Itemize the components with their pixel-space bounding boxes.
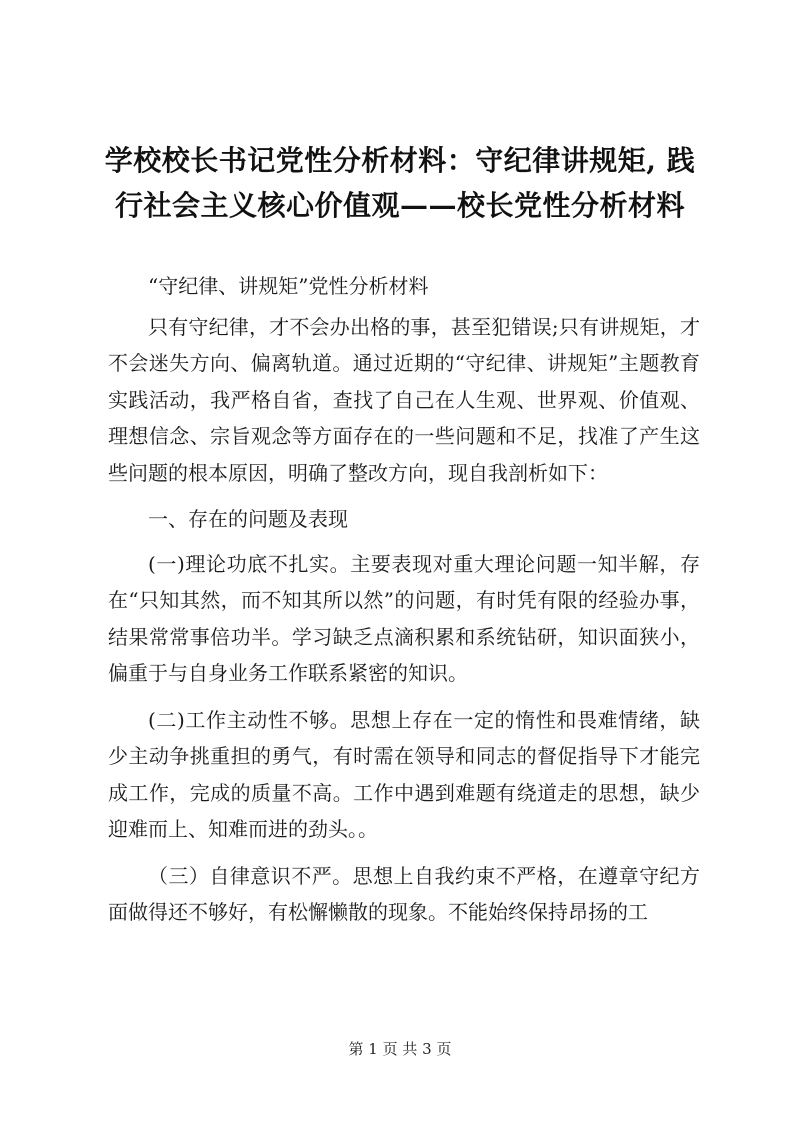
intro-paragraph: 只有守纪律，才不会办出格的事，甚至犯错误;只有讲规矩，才不会迷失方向、偏离轨道。通过近期的“守纪律、讲规矩”主题教育实践活动，我严格自省，查找了自己在人生观、世界观、价值观、理想信念、宗旨观念等方面存在的一些问题和不足，找准了产生这些问题的根本原因，明确了整改方向，现自我剖析如下： (108, 314, 700, 485)
document-subtitle: “守纪律、讲规矩”党性分析材料 (148, 274, 429, 298)
section-heading: 一、存在的问题及表现 (148, 507, 348, 531)
page-footer: 第 1 页 共 3 页 (348, 1040, 452, 1058)
item-paragraph-3: （三）自律意识不严。思想上自我约束不严格，在遵章守纪方面做得还不够好，有松懈懒散的现象。不能始终保持昂扬的工 (108, 863, 700, 924)
document-title: 学校校长书记党性分析材料：守纪律讲规矩, 践行社会主义核心价值观——校长党性分析材料 (104, 144, 696, 222)
document-body (108, 268, 700, 931)
item-paragraph-1: (一)理论功底不扎实。主要表现对重大理论问题一知半解，存在“只知其然，而不知其所以然”的问题，有时凭有限的经验办事，结果常常事倍功半。学习缺乏点滴积累和系统钻研，知识面狭小，偏重于与自身业务工作联系紧密的知识。 (108, 551, 700, 685)
item-paragraph-2: (二)工作主动性不够。思想上存在一定的惰性和畏难情绪，缺少主动争挑重担的勇气，有时需在领导和同志的督促指导下才能完成工作，完成的质量不高。工作中遇到难题有绕道走的思想，缺少迎难而上、知难而进的劲头。。 (108, 707, 700, 841)
